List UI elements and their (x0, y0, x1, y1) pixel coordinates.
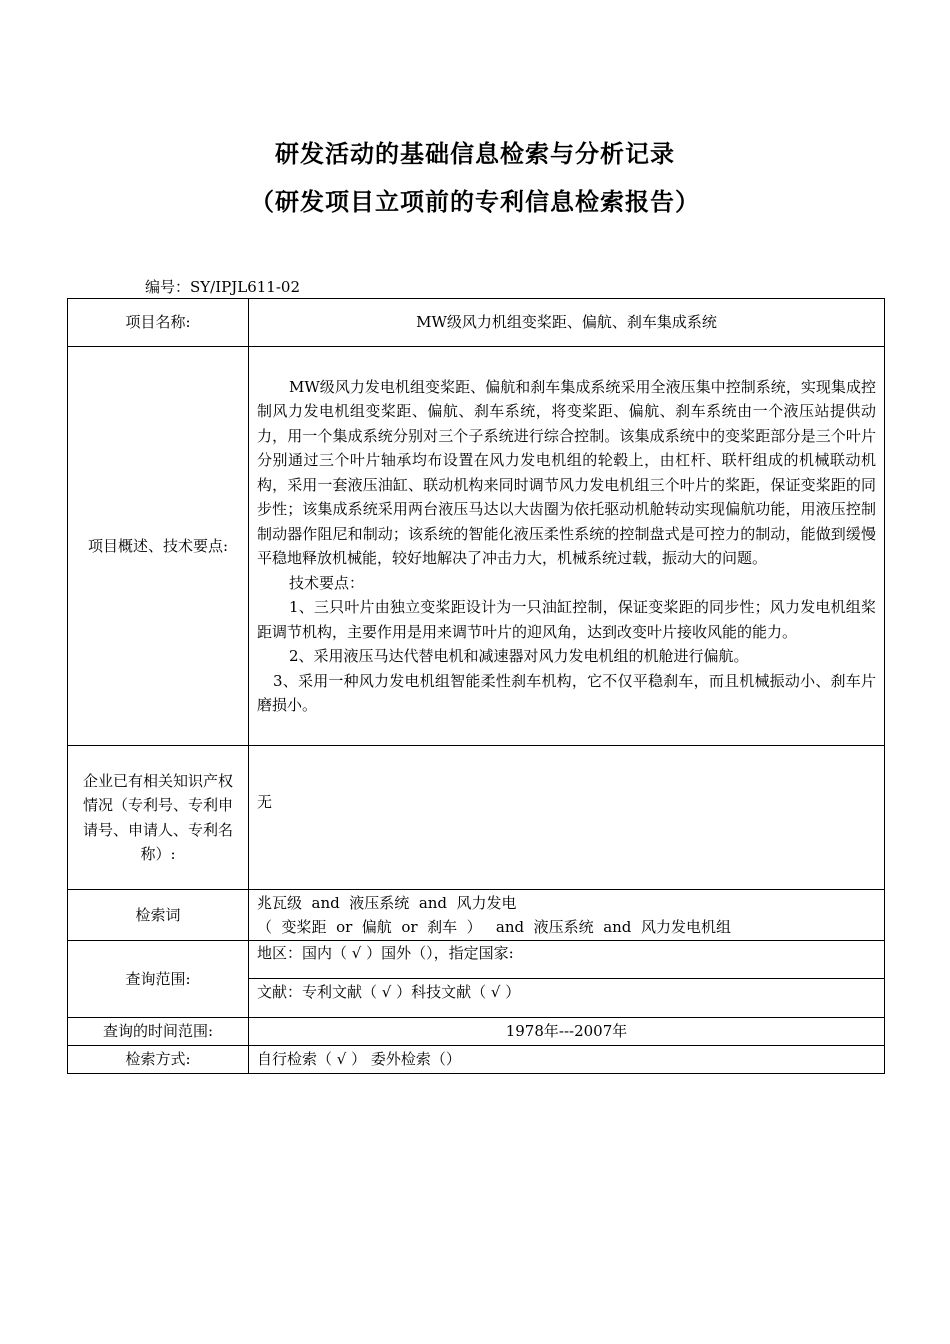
project-name-label: 项目名称: (68, 299, 249, 347)
method-value: 自行检索（ √ ） 委外检索（） (249, 1046, 885, 1074)
overview-paragraph: MW级风力发电机组变桨距、偏航和刹车集成系统采用全液压集中控制系统，实现集成控制风力发电机组变桨距、偏航、刹车系统，将变桨距、偏航、刹车系统由一个液压站提供动力，用一个集成系统分别对三个子系统进行综合控制。该集成系统中的变桨距部分是三个叶片分别通过三个叶片轴承均布设置在风力发电机组的轮毂上，由杠杆、联杆组成的机械联动机构，采用一套液压油缸、联动机构来同时调节风力发电机组三个叶片的桨距，保证变桨距的同步性；该集成系统采用两台液压马达以大齿圈为依托驱动机舱转动实现偏航功能，用液压控制制动器作阻尼和制动；该系统的智能化液压柔性系统的控制盘式是可控力的制动，能做到缓慢平稳地释放机械能，较好地解决了冲击力大，机械系统过载，振动大的问题。 (257, 377, 876, 567)
tech-point-3: 3、采用一种风力发电机组智能柔性刹车机构，它不仅平稳刹车，而且机械振动小、刹车片磨损小。 (257, 671, 876, 714)
method-label: 检索方式: (68, 1046, 249, 1074)
keywords-line-2: （ 变桨距 or 偏航 or 刹车 ） and 液压系统 and 风力发电机组 (257, 918, 731, 936)
ip-status-value: 无 (249, 746, 885, 890)
row-keywords (68, 890, 885, 941)
tech-points-heading: 技术要点： (289, 573, 365, 592)
tech-point-2: 2、采用液压马达代替电机和减速器对风力发电机组的机舱进行偏航。 (289, 647, 749, 665)
tech-point-1: 1、三只叶片由独立变桨距设计为一只油缸控制，保证变桨距的同步性；风力发电机组桨距调节机构，主要作用是用来调节叶片的迎风角，达到改变叶片接收风能的能力。 (257, 598, 876, 641)
time-range-label: 查询的时间范围: (68, 1018, 249, 1046)
patent-search-form-table (67, 298, 885, 1074)
overview-content (249, 347, 885, 746)
row-time-range (68, 1018, 885, 1046)
scope-literature: 文献：专利文献（ √ ）科技文献（ √ ） (249, 979, 885, 1018)
row-method (68, 1046, 885, 1074)
time-range-value: 1978年---2007年 (249, 1018, 885, 1046)
document-number: 编号：SY/IPJL611-02 (145, 278, 301, 296)
scope-region: 地区：国内（ √ ）国外（），指定国家: (249, 941, 885, 979)
scope-label: 查询范围: (68, 941, 249, 1018)
keywords-content (249, 890, 885, 941)
keywords-label: 检索词 (68, 890, 249, 941)
row-ip-status (68, 746, 885, 890)
overview-label: 项目概述、技术要点: (68, 347, 249, 746)
row-project-name (68, 299, 885, 347)
page-title: 研发活动的基础信息检索与分析记录 (275, 140, 675, 168)
keywords-line-1: 兆瓦级 and 液压系统 and 风力发电 (257, 893, 517, 912)
ip-status-label: 企业已有相关知识产权情况（专利号、专利申请号、申请人、专利名称）: (68, 746, 249, 890)
row-scope-region (68, 941, 885, 979)
page-subtitle: （研发项目立项前的专利信息检索报告） (250, 188, 700, 216)
project-name-value: MW级风力机组变桨距、偏航、刹车集成系统 (249, 299, 885, 347)
row-overview (68, 347, 885, 746)
